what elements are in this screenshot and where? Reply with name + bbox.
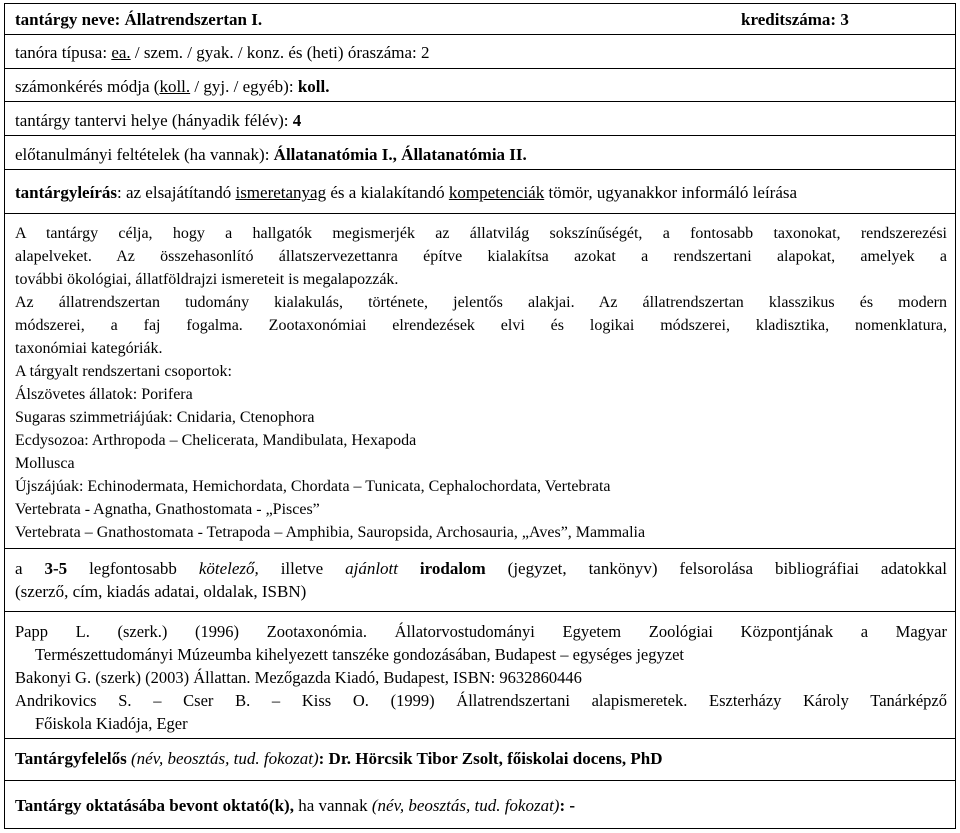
- group-item: Vertebrata - Agnatha, Gnathostomata - „Pisces”: [15, 501, 320, 518]
- group-item: Álszövetes állatok: Porifera: [15, 386, 193, 403]
- literature-header-line2: (szerző, cím, kiadás adatai, oldalak, ISBN): [15, 582, 307, 601]
- course-description-form: [4, 3, 956, 829]
- reference-item: Andrikovics S. – Cser B. – Kiss O. (1999) Állatrendszertani alapismeretek. Eszterházy Károly Tanárképző: [15, 691, 947, 710]
- semester-row: [5, 102, 955, 136]
- responsible-label: Tantárgyfelelős: [15, 749, 127, 768]
- responsible-paren: (név, beosztás, tud. fokozat): [131, 749, 319, 768]
- description-header-p1: : az elsajátítandó: [116, 183, 232, 202]
- class-type-label: tanóra típusa:: [15, 43, 108, 62]
- description-header-row: [5, 170, 955, 214]
- description-header-p2: és a kialakítandó: [330, 183, 445, 202]
- description-header-u1: ismeretanyag: [235, 183, 327, 202]
- assessment-label: számonkérés módja (: [15, 77, 160, 96]
- assessment-koll: koll.: [159, 77, 191, 96]
- class-type-hours: 2: [420, 43, 430, 62]
- groups-title: A tárgyalt rendszertani csoportok:: [15, 363, 232, 380]
- course-name-value: Állatrendszertan I.: [124, 10, 263, 29]
- description-header-bold: tantárgyleírás: [15, 183, 117, 202]
- course-name-row: [5, 4, 955, 35]
- lit-b1: 3-5: [44, 559, 68, 578]
- lit-i1: kötelező,: [198, 559, 259, 578]
- class-type-rest: / szem. / gyak. / konz. és (heti) óraszáma:: [134, 43, 417, 62]
- reference-item: Papp L. (szerk.) (1996) Zootaxonómia. Állatorvostudományi Egyetem Zoológiai Központjának a Magyar: [15, 622, 947, 641]
- lit-p3: illetve: [280, 559, 324, 578]
- description-line: alapelveket. Az összehasonlító állatszervezettanra építve kialakítsa azokat a rendszertani alapokat, amelyek a: [15, 248, 947, 265]
- description-body-row: [5, 214, 955, 549]
- assessment-value: koll.: [297, 77, 330, 96]
- responsible-row: [5, 739, 955, 781]
- instructors-mid: ha vannak: [298, 796, 368, 815]
- description-line: Az állatrendszertan tudomány kialakulás, története, jelentős alakjai. Az állatrendszertan klasszikus és modern: [15, 294, 947, 311]
- prerequisites-row: [5, 136, 955, 170]
- reference-item-cont: Természettudományi Múzeumba kihelyezett tanszéke gondozásában, Budapest – egységes jegyzet: [35, 645, 684, 664]
- lit-p4: (jegyzet, tankönyv) felsorolása bibliográfiai adatokkal: [507, 559, 948, 578]
- literature-list-row: [5, 612, 955, 739]
- group-item: Mollusca: [15, 455, 75, 472]
- prerequisites: [15, 145, 527, 165]
- course-name-label: tantárgy neve:: [15, 10, 121, 29]
- instructors-row: [5, 781, 955, 829]
- lit-p1: a: [15, 559, 23, 578]
- lit-i2: ajánlott: [345, 559, 398, 578]
- prerequisites-label: előtanulmányi feltételek (ha vannak):: [15, 145, 270, 164]
- course-name: [15, 10, 262, 30]
- literature-header-row: [5, 549, 955, 612]
- semester: [15, 111, 301, 131]
- class-type-row: [5, 35, 955, 69]
- instructors: [15, 796, 575, 816]
- reference-item: Bakonyi G. (szerk) (2003) Állattan. Mezőgazda Kiadó, Budapest, ISBN: 9632860446: [15, 668, 582, 687]
- description-header-p3: tömör, ugyanakkor informáló leírása: [548, 183, 798, 202]
- reference-item-cont: Főiskola Kiadója, Eger: [35, 714, 188, 733]
- description-line: módszerei, a faj fogalma. Zootaxonómiai elrendezések elvi és logikai módszerei, kladisztika, nomenklatura,: [15, 317, 947, 334]
- assessment: [15, 77, 329, 97]
- class-type: [15, 43, 429, 63]
- instructors-value: : -: [559, 796, 576, 815]
- literature-list: [15, 620, 947, 735]
- lit-b2: irodalom: [419, 559, 486, 578]
- assessment-rest: / gyj. / egyéb):: [194, 77, 294, 96]
- description-line: A tantárgy célja, hogy a hallgatók megismerjék az állatvilág sokszínűségét, a fontosabb taxonokat, rendszerezési: [15, 225, 947, 242]
- literature-header-line1: [15, 557, 947, 580]
- instructors-paren: (név, beosztás, tud. fokozat): [371, 796, 560, 815]
- literature-header: [15, 557, 947, 603]
- responsible: [15, 749, 662, 769]
- description-header: [15, 183, 797, 203]
- class-type-ea: ea.: [111, 43, 131, 62]
- credits-value: 3: [840, 10, 849, 29]
- assessment-row: [5, 69, 955, 102]
- semester-label: tantárgy tantervi helye (hányadik félév):: [15, 111, 289, 130]
- prerequisites-value: Állatanatómia I., Állatanatómia II.: [273, 145, 527, 164]
- responsible-value: Dr. Hörcsik Tibor Zsolt, főiskolai docens, PhD: [328, 749, 663, 768]
- instructors-label: Tantárgy oktatásába bevont oktató(k),: [15, 796, 294, 815]
- description-body: [15, 222, 947, 544]
- description-line: további ökológiai, állatföldrajzi ismereteit is megalapozzák.: [15, 271, 399, 288]
- credits-label: kreditszáma:: [741, 10, 837, 29]
- lit-p2: legfontosabb: [89, 559, 177, 578]
- group-item: Sugaras szimmetriájúak: Cnidaria, Ctenophora: [15, 409, 315, 426]
- description-line: taxonómiai kategóriák.: [15, 340, 163, 357]
- group-item: Ecdysozoa: Arthropoda – Chelicerata, Mandibulata, Hexapoda: [15, 432, 417, 449]
- group-item: Újszájúak: Echinodermata, Hemichordata, Chordata – Tunicata, Cephalochordata, Vertebrata: [15, 478, 611, 495]
- description-header-u2: kompetenciák: [448, 183, 545, 202]
- semester-value: 4: [292, 111, 302, 130]
- responsible-colon: :: [318, 749, 325, 768]
- group-item: Vertebrata – Gnathostomata - Tetrapoda – Amphibia, Sauropsida, Archosauria, „Aves”, Mammalia: [15, 524, 646, 541]
- credits: [741, 10, 849, 30]
